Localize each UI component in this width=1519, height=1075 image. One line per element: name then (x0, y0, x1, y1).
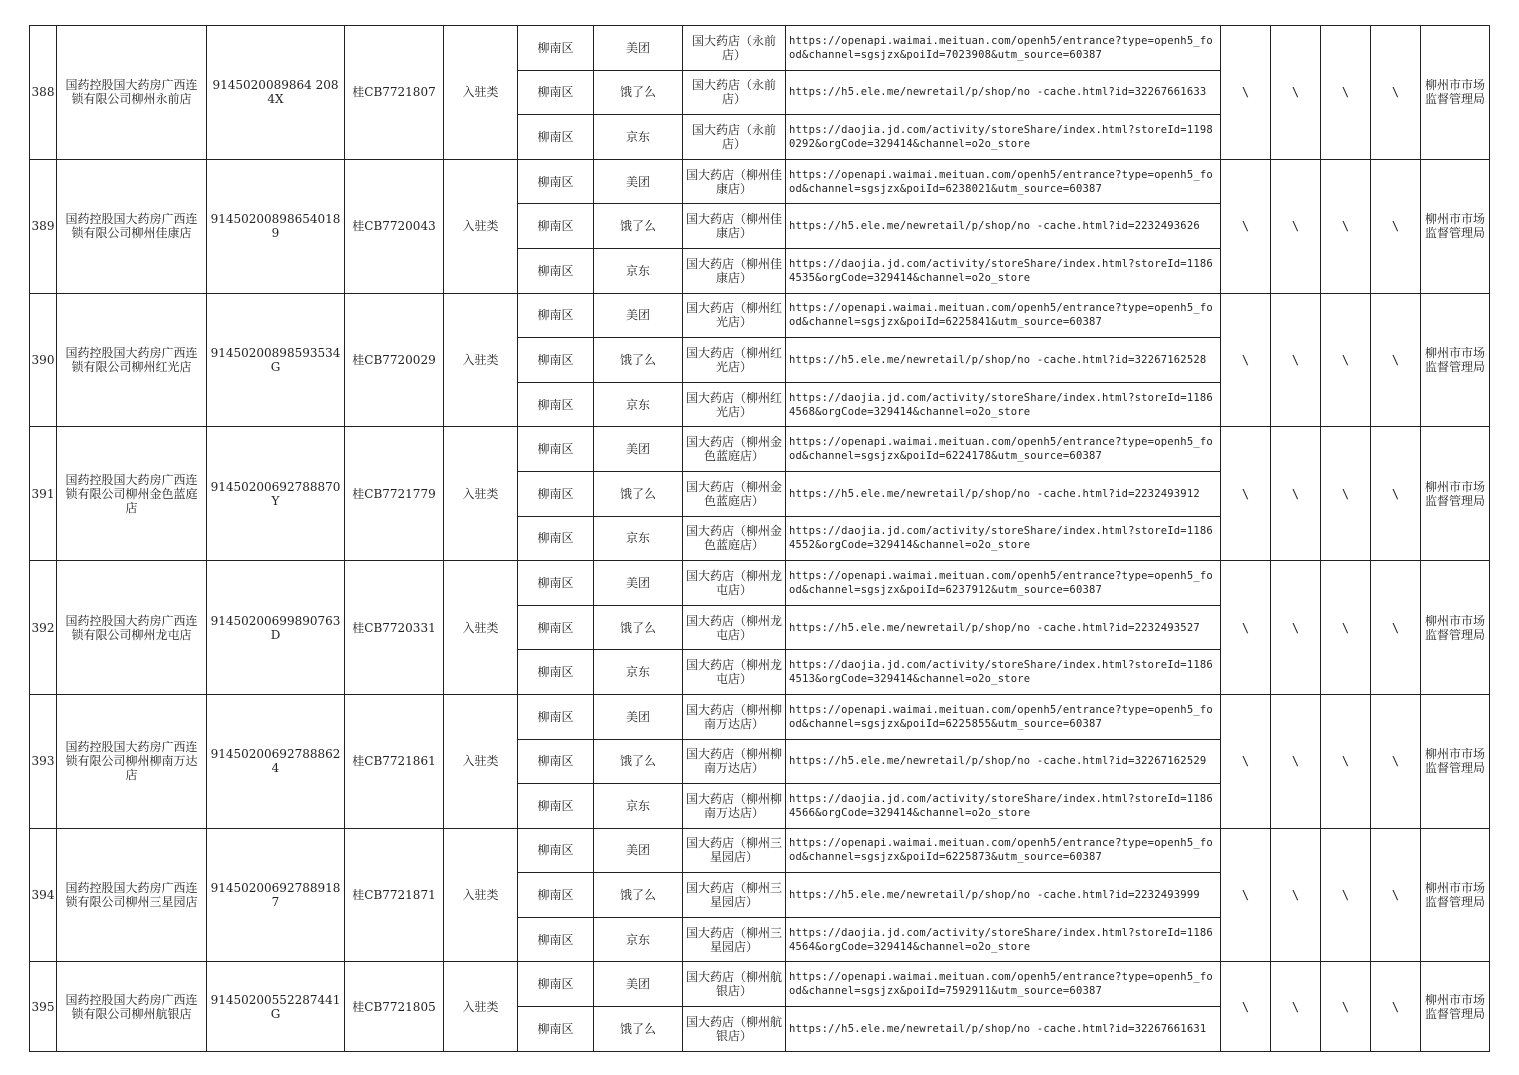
store-url: https://h5.ele.me/newretail/p/shop/no -cache.html?id=32267162529 (786, 739, 1221, 784)
store-name: 国大药店（柳州航银店） (683, 962, 786, 1007)
platform-name: 饿了么 (594, 471, 683, 516)
district: 柳南区 (518, 338, 594, 383)
store-url: https://daojia.jd.com/activity/storeShare/index.html?storeId=11980292&orgCode=329414&channel=o2o_store (786, 115, 1221, 160)
blank-col-1: \ (1221, 159, 1271, 293)
category: 入驻类 (444, 828, 518, 962)
store-name: 国大药店（柳州航银店） (683, 1007, 786, 1052)
platform-name: 饿了么 (594, 1007, 683, 1052)
store-url: https://h5.ele.me/newretail/p/shop/no -cache.html?id=2232493912 (786, 471, 1221, 516)
credit-code: 91450200898593534G (207, 293, 345, 427)
blank-col-1: \ (1221, 962, 1271, 1051)
company-name: 国药控股国大药房广西连锁有限公司柳州红光店 (57, 293, 207, 427)
license-number: 桂CB7720331 (345, 561, 444, 695)
table-body (30, 26, 1490, 1052)
supervising-authority: 柳州市市场监督管理局 (1421, 694, 1490, 828)
credit-code: 914502006927889187 (207, 828, 345, 962)
store-name: 国大药店（永前店） (683, 26, 786, 71)
company-name: 国药控股国大药房广西连锁有限公司柳州佳康店 (57, 159, 207, 293)
table-row (30, 694, 1490, 739)
store-name: 国大药店（柳州红光店） (683, 293, 786, 338)
table-row (30, 159, 1490, 204)
platform-name: 京东 (594, 516, 683, 561)
platform-name: 饿了么 (594, 338, 683, 383)
category: 入驻类 (444, 694, 518, 828)
company-name: 国药控股国大药房广西连锁有限公司柳州永前店 (57, 26, 207, 160)
store-name: 国大药店（柳州龙屯店） (683, 650, 786, 695)
district: 柳南区 (518, 382, 594, 427)
category: 入驻类 (444, 159, 518, 293)
platform-name: 美团 (594, 962, 683, 1007)
blank-col-1: \ (1221, 561, 1271, 695)
district: 柳南区 (518, 650, 594, 695)
supervising-authority: 柳州市市场监督管理局 (1421, 26, 1490, 160)
license-number: 桂CB7721805 (345, 962, 444, 1051)
credit-code: 9145020089864 2084X (207, 26, 345, 160)
blank-col-3: \ (1321, 962, 1371, 1051)
platform-name: 京东 (594, 382, 683, 427)
store-url: https://daojia.jd.com/activity/storeShare/index.html?storeId=11864564&orgCode=329414&channel=o2o_store (786, 917, 1221, 962)
platform-name: 美团 (594, 828, 683, 873)
company-name: 国药控股国大药房广西连锁有限公司柳州三星园店 (57, 828, 207, 962)
store-name: 国大药店（柳州柳南万达店） (683, 784, 786, 829)
blank-col-4: \ (1371, 293, 1421, 427)
blank-col-2: \ (1271, 694, 1321, 828)
store-url: https://h5.ele.me/newretail/p/shop/no -cache.html?id=2232493527 (786, 605, 1221, 650)
license-number: 桂CB7721861 (345, 694, 444, 828)
district: 柳南区 (518, 293, 594, 338)
blank-col-3: \ (1321, 561, 1371, 695)
company-name: 国药控股国大药房广西连锁有限公司柳州柳南万达店 (57, 694, 207, 828)
platform-name: 京东 (594, 784, 683, 829)
store-name: 国大药店（柳州三星园店） (683, 828, 786, 873)
supervising-authority: 柳州市市场监督管理局 (1421, 293, 1490, 427)
district: 柳南区 (518, 873, 594, 918)
district: 柳南区 (518, 962, 594, 1007)
district: 柳南区 (518, 605, 594, 650)
store-url: https://openapi.waimai.meituan.com/openh5/entrance?type=openh5_food&channel=sgsjzx&poiId=6225873&utm_source=60387 (786, 828, 1221, 873)
blank-col-2: \ (1271, 427, 1321, 561)
record-number: 395 (30, 962, 57, 1051)
record-number: 391 (30, 427, 57, 561)
supervising-authority: 柳州市市场监督管理局 (1421, 828, 1490, 962)
blank-col-1: \ (1221, 694, 1271, 828)
store-url: https://openapi.waimai.meituan.com/openh5/entrance?type=openh5_food&channel=sgsjzx&poiId=7592911&utm_source=60387 (786, 962, 1221, 1007)
platform-name: 饿了么 (594, 204, 683, 249)
credit-code: 91450200552287441G (207, 962, 345, 1051)
store-name: 国大药店（柳州金色蓝庭店） (683, 516, 786, 561)
record-number: 394 (30, 828, 57, 962)
blank-col-2: \ (1271, 962, 1321, 1051)
store-name: 国大药店（柳州金色蓝庭店） (683, 427, 786, 472)
store-name: 国大药店（永前店） (683, 70, 786, 115)
store-url: https://daojia.jd.com/activity/storeShare/index.html?storeId=11864568&orgCode=329414&channel=o2o_store (786, 382, 1221, 427)
store-name: 国大药店（柳州金色蓝庭店） (683, 471, 786, 516)
record-number: 392 (30, 561, 57, 695)
store-name: 国大药店（柳州三星园店） (683, 917, 786, 962)
blank-col-4: \ (1371, 962, 1421, 1051)
store-url: https://h5.ele.me/newretail/p/shop/no -cache.html?id=2232493999 (786, 873, 1221, 918)
district: 柳南区 (518, 159, 594, 204)
platform-name: 美团 (594, 561, 683, 606)
store-url: https://openapi.waimai.meituan.com/openh5/entrance?type=openh5_food&channel=sgsjzx&poiId=6224178&utm_source=60387 (786, 427, 1221, 472)
record-number: 388 (30, 26, 57, 160)
blank-col-2: \ (1271, 561, 1321, 695)
store-registry-table (29, 25, 1490, 1052)
credit-code: 91450200699890763D (207, 561, 345, 695)
license-number: 桂CB7720043 (345, 159, 444, 293)
supervising-authority: 柳州市市场监督管理局 (1421, 561, 1490, 695)
platform-name: 饿了么 (594, 605, 683, 650)
store-name: 国大药店（柳州龙屯店） (683, 561, 786, 606)
blank-col-3: \ (1321, 427, 1371, 561)
company-name: 国药控股国大药房广西连锁有限公司柳州龙屯店 (57, 561, 207, 695)
store-url: https://daojia.jd.com/activity/storeShare/index.html?storeId=11864513&orgCode=329414&channel=o2o_store (786, 650, 1221, 695)
platform-name: 美团 (594, 293, 683, 338)
store-url: https://daojia.jd.com/activity/storeShare/index.html?storeId=11864566&orgCode=329414&channel=o2o_store (786, 784, 1221, 829)
supervising-authority: 柳州市市场监督管理局 (1421, 962, 1490, 1051)
district: 柳南区 (518, 70, 594, 115)
table-row (30, 26, 1490, 71)
blank-col-2: \ (1271, 159, 1321, 293)
district: 柳南区 (518, 917, 594, 962)
store-url: https://h5.ele.me/newretail/p/shop/no -cache.html?id=32267162528 (786, 338, 1221, 383)
blank-col-2: \ (1271, 26, 1321, 160)
store-url: https://daojia.jd.com/activity/storeShare/index.html?storeId=11864535&orgCode=329414&channel=o2o_store (786, 248, 1221, 293)
platform-name: 京东 (594, 650, 683, 695)
store-name: 国大药店（柳州佳康店） (683, 159, 786, 204)
district: 柳南区 (518, 26, 594, 71)
store-url: https://openapi.waimai.meituan.com/openh5/entrance?type=openh5_food&channel=sgsjzx&poiId=6225841&utm_source=60387 (786, 293, 1221, 338)
table-row (30, 293, 1490, 338)
store-name: 国大药店（柳州红光店） (683, 338, 786, 383)
store-name: 国大药店（永前店） (683, 115, 786, 160)
district: 柳南区 (518, 561, 594, 606)
category: 入驻类 (444, 427, 518, 561)
company-name: 国药控股国大药房广西连锁有限公司柳州航银店 (57, 962, 207, 1051)
district: 柳南区 (518, 694, 594, 739)
blank-col-4: \ (1371, 26, 1421, 160)
district: 柳南区 (518, 739, 594, 784)
record-number: 393 (30, 694, 57, 828)
blank-col-4: \ (1371, 427, 1421, 561)
credit-code: 91450200692788870Y (207, 427, 345, 561)
blank-col-2: \ (1271, 828, 1321, 962)
blank-col-3: \ (1321, 26, 1371, 160)
store-name: 国大药店（柳州佳康店） (683, 248, 786, 293)
blank-col-3: \ (1321, 694, 1371, 828)
platform-name: 京东 (594, 115, 683, 160)
blank-col-1: \ (1221, 427, 1271, 561)
store-name: 国大药店（柳州红光店） (683, 382, 786, 427)
blank-col-4: \ (1371, 828, 1421, 962)
blank-col-1: \ (1221, 26, 1271, 160)
license-number: 桂CB7721779 (345, 427, 444, 561)
store-url: https://h5.ele.me/newretail/p/shop/no -cache.html?id=32267661631 (786, 1007, 1221, 1052)
blank-col-4: \ (1371, 561, 1421, 695)
store-url: https://openapi.waimai.meituan.com/openh5/entrance?type=openh5_food&channel=sgsjzx&poiId=6237912&utm_source=60387 (786, 561, 1221, 606)
platform-name: 饿了么 (594, 739, 683, 784)
license-number: 桂CB7721807 (345, 26, 444, 160)
blank-col-3: \ (1321, 293, 1371, 427)
category: 入驻类 (444, 293, 518, 427)
blank-col-4: \ (1371, 159, 1421, 293)
blank-col-3: \ (1321, 159, 1371, 293)
district: 柳南区 (518, 471, 594, 516)
blank-col-3: \ (1321, 828, 1371, 962)
store-name: 国大药店（柳州三星园店） (683, 873, 786, 918)
blank-col-2: \ (1271, 293, 1321, 427)
blank-col-4: \ (1371, 694, 1421, 828)
district: 柳南区 (518, 1007, 594, 1052)
store-url: https://openapi.waimai.meituan.com/openh5/entrance?type=openh5_food&channel=sgsjzx&poiId=6238021&utm_source=60387 (786, 159, 1221, 204)
store-name: 国大药店（柳州佳康店） (683, 204, 786, 249)
platform-name: 美团 (594, 427, 683, 472)
platform-name: 美团 (594, 694, 683, 739)
license-number: 桂CB7720029 (345, 293, 444, 427)
district: 柳南区 (518, 248, 594, 293)
blank-col-1: \ (1221, 828, 1271, 962)
company-name: 国药控股国大药房广西连锁有限公司柳州金色蓝庭店 (57, 427, 207, 561)
record-number: 389 (30, 159, 57, 293)
platform-name: 饿了么 (594, 873, 683, 918)
table-row (30, 962, 1490, 1007)
district: 柳南区 (518, 828, 594, 873)
table-row (30, 828, 1490, 873)
category: 入驻类 (444, 561, 518, 695)
license-number: 桂CB7721871 (345, 828, 444, 962)
store-name: 国大药店（柳州柳南万达店） (683, 694, 786, 739)
blank-col-1: \ (1221, 293, 1271, 427)
store-url: https://h5.ele.me/newretail/p/shop/no -cache.html?id=32267661633 (786, 70, 1221, 115)
store-url: https://openapi.waimai.meituan.com/openh5/entrance?type=openh5_food&channel=sgsjzx&poiId=6225855&utm_source=60387 (786, 694, 1221, 739)
platform-name: 美团 (594, 26, 683, 71)
district: 柳南区 (518, 115, 594, 160)
platform-name: 美团 (594, 159, 683, 204)
credit-code: 914502006927888624 (207, 694, 345, 828)
store-name: 国大药店（柳州柳南万达店） (683, 739, 786, 784)
store-url: https://openapi.waimai.meituan.com/openh5/entrance?type=openh5_food&channel=sgsjzx&poiId=7023908&utm_source=60387 (786, 26, 1221, 71)
district: 柳南区 (518, 427, 594, 472)
district: 柳南区 (518, 516, 594, 561)
platform-name: 京东 (594, 917, 683, 962)
table-row (30, 427, 1490, 472)
platform-name: 饿了么 (594, 70, 683, 115)
store-url: https://daojia.jd.com/activity/storeShare/index.html?storeId=11864552&orgCode=329414&channel=o2o_store (786, 516, 1221, 561)
record-number: 390 (30, 293, 57, 427)
table-row (30, 561, 1490, 606)
category: 入驻类 (444, 26, 518, 160)
district: 柳南区 (518, 784, 594, 829)
category: 入驻类 (444, 962, 518, 1051)
supervising-authority: 柳州市市场监督管理局 (1421, 427, 1490, 561)
credit-code: 914502008986540189 (207, 159, 345, 293)
district: 柳南区 (518, 204, 594, 249)
store-name: 国大药店（柳州龙屯店） (683, 605, 786, 650)
store-url: https://h5.ele.me/newretail/p/shop/no -cache.html?id=2232493626 (786, 204, 1221, 249)
supervising-authority: 柳州市市场监督管理局 (1421, 159, 1490, 293)
platform-name: 京东 (594, 248, 683, 293)
